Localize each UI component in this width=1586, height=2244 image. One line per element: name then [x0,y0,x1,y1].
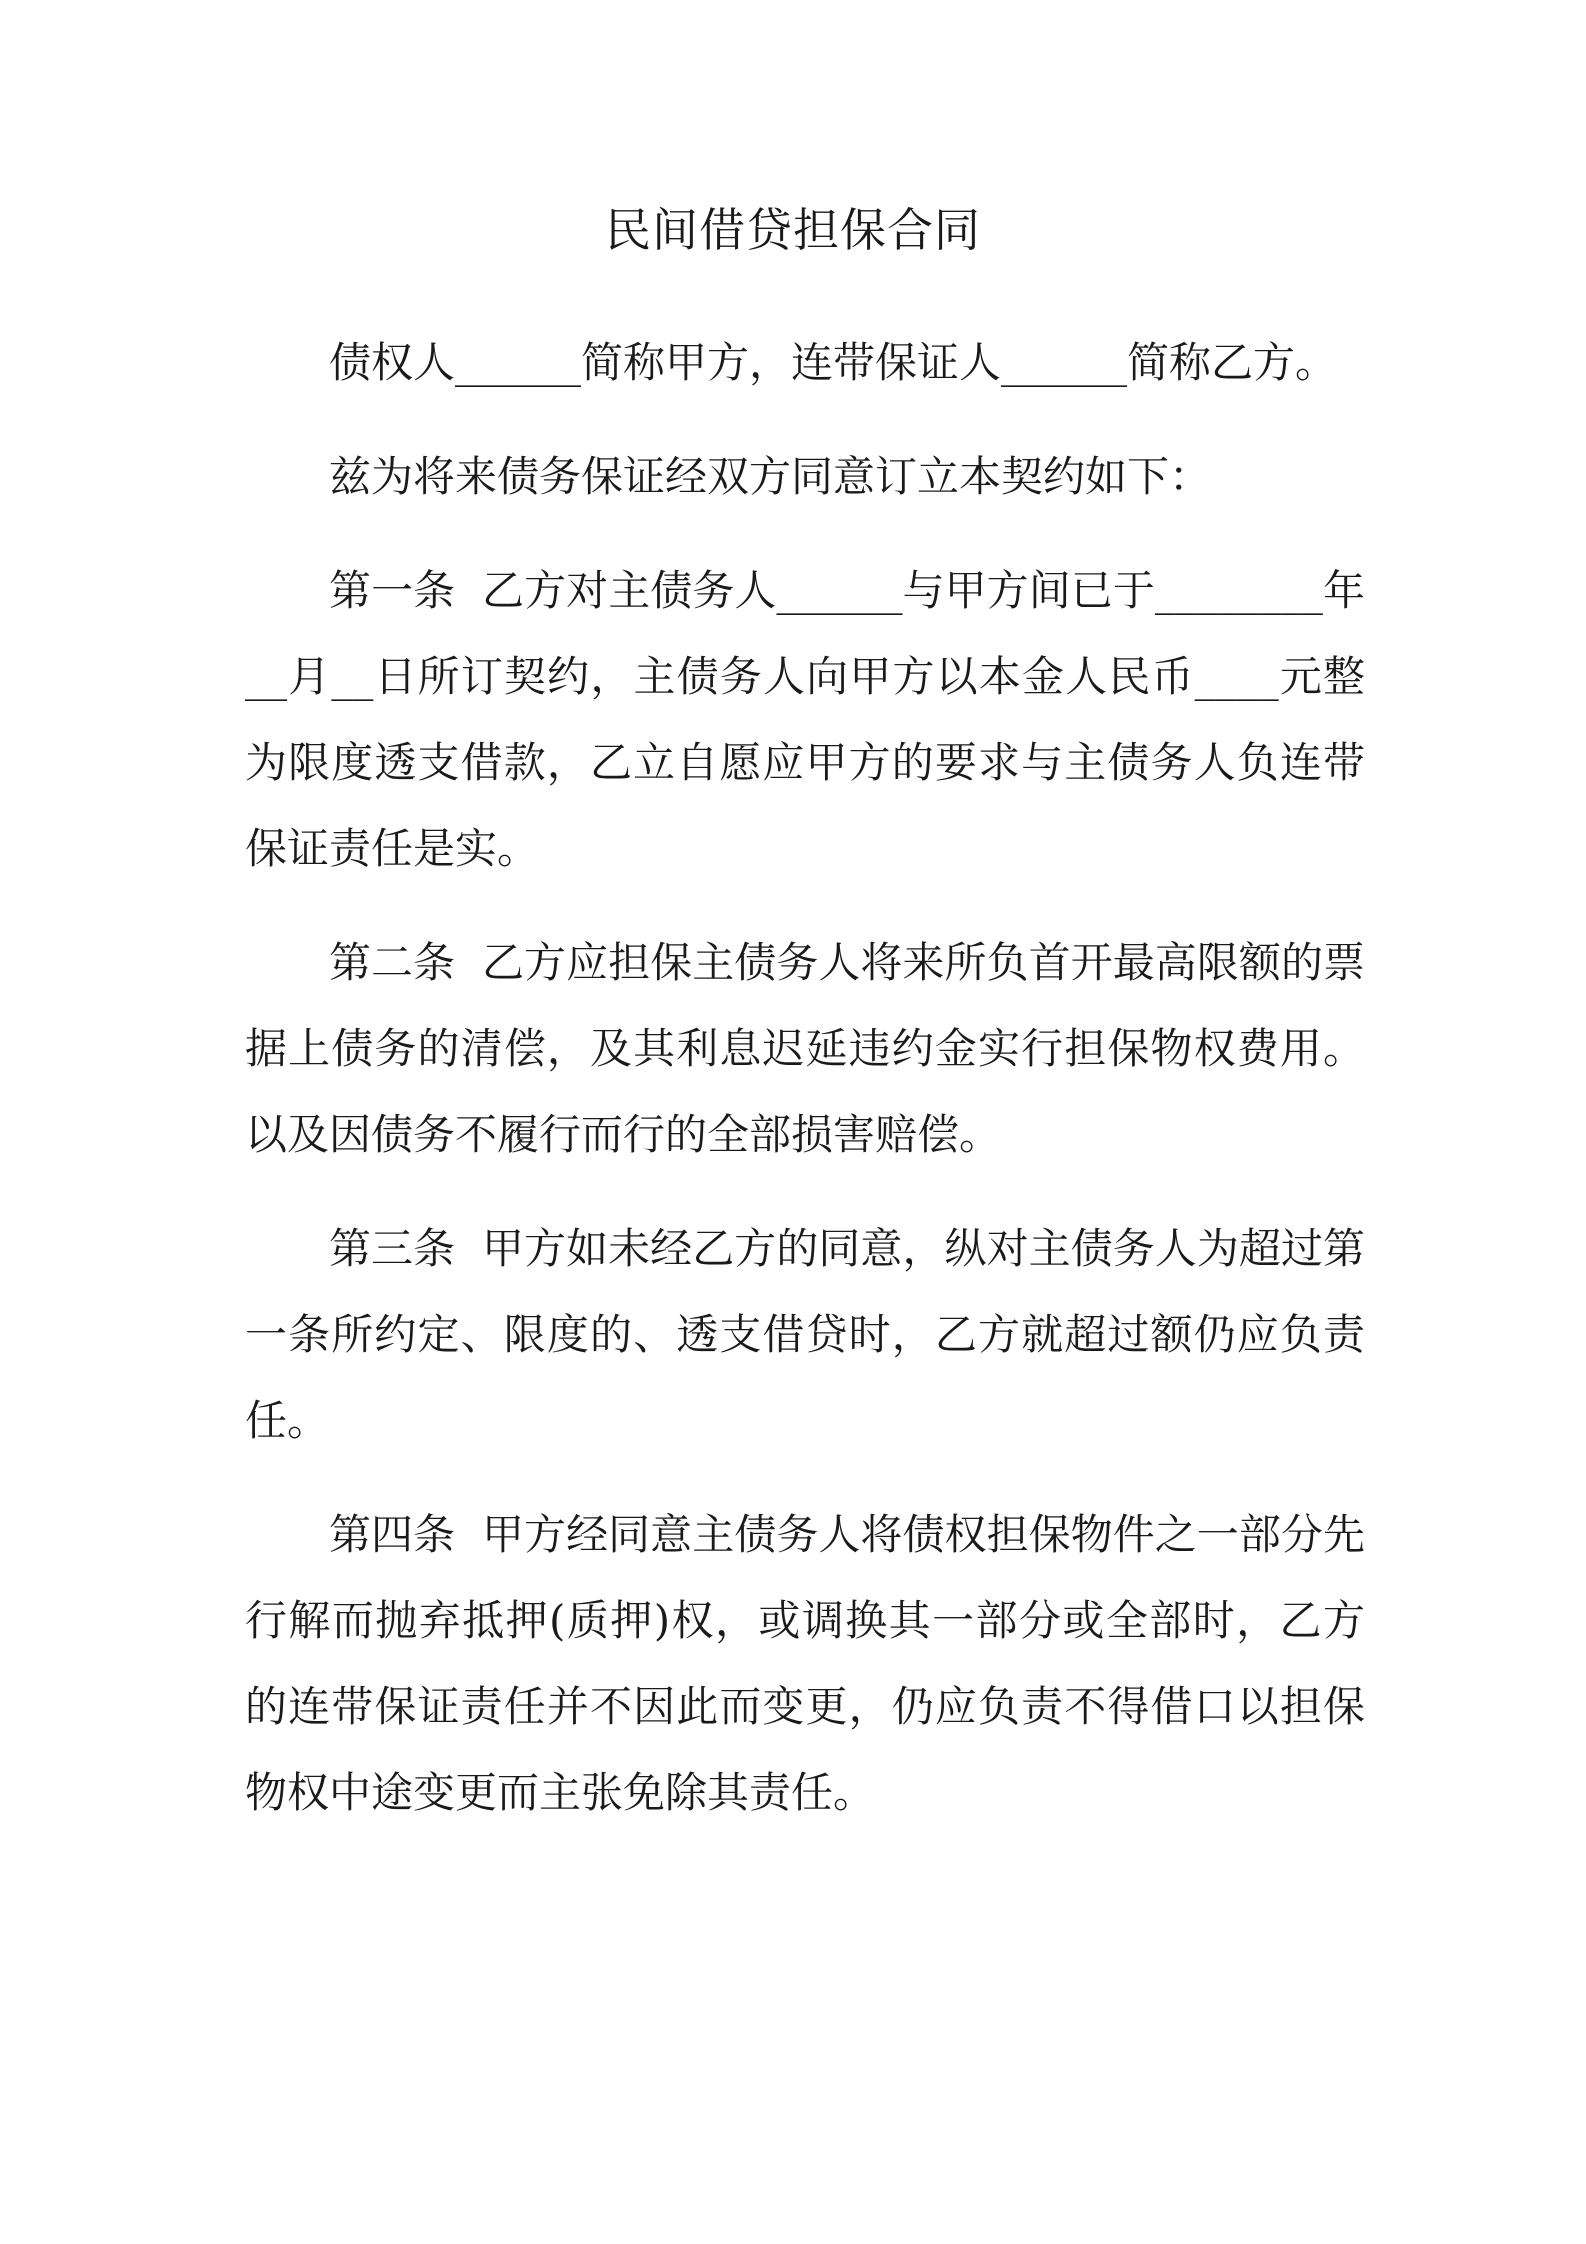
article-1: 第一条 乙方对主债务人______与甲方间已于________年__月__日所订契约，主债务人向甲方以本金人民币____元整为限度透支借款，乙立自愿应甲方的要求与主债务人负连带保证责任是实。 [245,566,1365,873]
intro-parties: 债权人______简称甲方，连带保证人______简称乙方。 [329,338,1338,387]
article-2: 第二条 乙方应担保主债务人将来所负首开最高限额的票据上债务的清偿，及其利息迟延违约金实行担保物权费用。以及因债务不履行而行的全部损害赔偿。 [245,938,1365,1159]
intro-agreement: 兹为将来债务保证经双方同意订立本契约如下： [329,452,1212,501]
document-body [245,320,1365,1864]
article-4: 第四条 甲方经同意主债务人将债权担保物件之一部分先行解而抛弃抵押(质押)权，或调换其一部分或全部时，乙方的连带保证责任并不因此而变更，仍应负责不得借口以担保物权中途变更而主张免除其责任。 [245,1510,1365,1817]
document-title: 民间借贷担保合同 [605,203,981,257]
article-3: 第三条 甲方如未经乙方的同意，纵对主债务人为超过第一条所约定、限度的、透支借贷时，乙方就超过额仍应负责任。 [245,1224,1365,1445]
